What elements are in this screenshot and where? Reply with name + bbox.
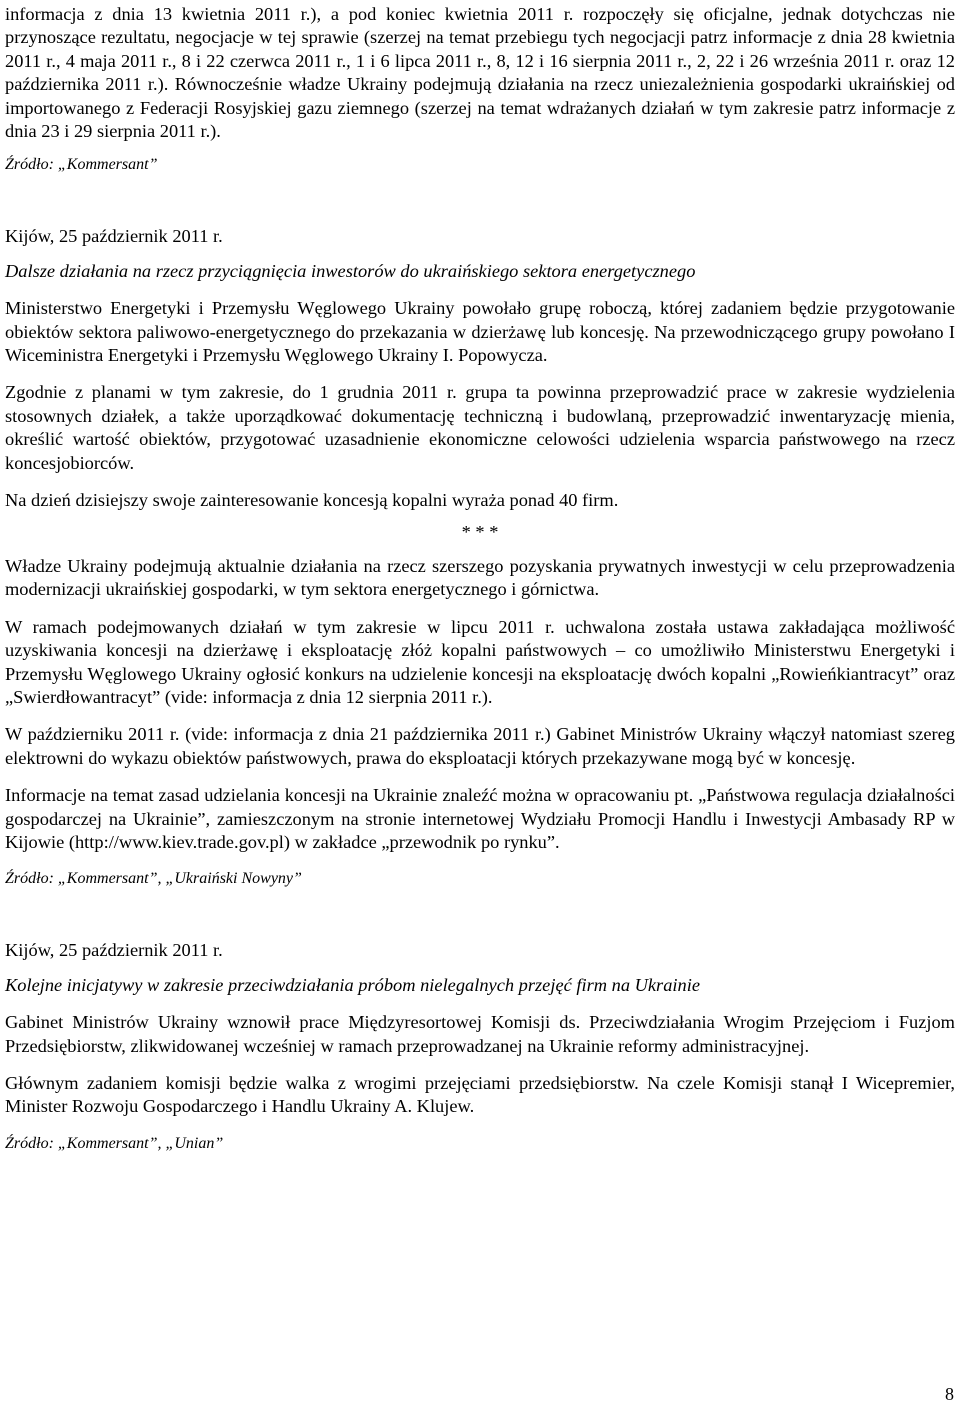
- article2-title: Kolejne inicjatywy w zakresie przeciwdziałania próbom nielegalnych przejęć firm na Ukrainie: [5, 974, 700, 995]
- document-page: [5, 0, 955, 1154]
- article1-paragraph: Władze Ukrainy podejmują aktualnie działania na rzecz szerszego pozyskania prywatnych inwestycji w celu przeprowadzenia modernizacji ukraińskiej gospodarki, w tym sektora energetycznego i górnictwa.: [5, 555, 955, 600]
- article1-place-date: Kijów, 25 październik 2011 r.: [5, 226, 223, 247]
- article2-place-date: Kijów, 25 październik 2011 r.: [5, 940, 223, 961]
- article2-paragraph: Gabinet Ministrów Ukrainy wznowił prace Międzyresortowej Komisji ds. Przeciwdziałania Wrogim Przejęciom i Fuzjom Przedsiębiorstw, zlikwidowanej wcześniej w ramach przeprowadzanej na Ukrainie reformy administracyjnej.: [5, 1012, 955, 1056]
- article2-paragraph: Głównym zadaniem komisji będzie walka z wrogimi przejęciami przedsiębiorstw. Na czele Komisji stanął I Wicepremier, Minister Rozwoju Gospodarczego i Handlu Ukrainy A. Klujew.: [5, 1073, 955, 1117]
- article1-title: Dalsze działania na rzecz przyciągnięcia inwestorów do ukraińskiego sektora energetycznego: [5, 260, 696, 281]
- intro-source: Źródło: „Kommersant”: [5, 156, 158, 174]
- article1-paragraph: Na dzień dzisiejszy swoje zainteresowanie koncesją kopalni wyraża ponad 40 firm.: [5, 490, 619, 511]
- article1-paragraph: Zgodnie z planami w tym zakresie, do 1 grudnia 2011 r. grupa ta powinna przeprowadzić prace w zakresie wydzielenia stosownych działek, a także uporządkować dokumentację techniczną i budowlaną, przeprowadzić inwentaryzację mienia, określić wartość obiektów, przygotować uzasadnienie ekonomiczne celowości udzielenia wsparcia państwowego na rzecz koncesjobiorców.: [5, 382, 955, 473]
- article1-paragraph: Informacje na temat zasad udzielania koncesji na Ukrainie znaleźć można w opracowaniu pt. „Państwowa regulacja działalności gospodarczej na Ukrainie”, zamieszczonym na stronie internetowej Wydziału Promocji Handlu i Inwestycji Ambasady RP w Kijowie (http://www.kiev.trade.gov.pl) w zakładce „przewodnik po rynku”.: [5, 785, 955, 852]
- section-separator: * * *: [461, 521, 499, 542]
- article2-source: Źródło: „Kommersant”, „Unian”: [5, 1134, 224, 1152]
- intro-paragraph: informacja z dnia 13 kwietnia 2011 r.), a pod koniec kwietnia 2011 r. rozpoczęły się oficjalne, jednak dotychczas nie przynoszące rezultatu, negocjacje w tej sprawie (szerzej na temat przebiegu tych negocjacji patrz informacje z dnia 28 kwietnia 2011 r., 4 maja 2011 r., 8 i 22 czerwca 2011 r., 1 i 6 lipca 2011 r., 8, 12 i 16 sierpnia 2011 r., 2, 22 i 26 września 2011 r. oraz 12 października 2011 r.). Równocześnie władze Ukrainy podejmują działania na rzecz uniezależnienia gospodarki ukraińskiej od importowanego z Federacji Rosyjskiej gazu ziemnego (szerzej na temat wdrażanych działań w tym zakresie patrz informacje z dnia 23 i 29 sierpnia 2011 r.).: [5, 4, 955, 142]
- article1-paragraph: W ramach podejmowanych działań w tym zakresie w lipcu 2011 r. uchwalona została ustawa zakładająca możliwość uzyskiwania koncesji na dzierżawę i eksploatację złóż kopalni państwowych – co umożliwiło Ministerstwu Energetyki i Przemysłu Węglowego Ukrainy ogłosić konkurs na udzielenie koncesji na eksploatację dwóch kopalni „Rowieńkiantracyt” oraz „Swierdłowantracyt” (vide: informacja z dnia 12 sierpnia 2011 r.).: [5, 616, 955, 707]
- article1-source: Źródło: „Kommersant”, „Ukraiński Nowyny”: [5, 870, 302, 888]
- page-number: 8: [945, 1384, 954, 1404]
- article1-paragraph: Ministerstwo Energetyki i Przemysłu Węglowego Ukrainy powołało grupę roboczą, której zadaniem będzie przygotowanie obiektów sektora paliwowo-energetycznego do przekazania w dzierżawę lub koncesję. Na przewodniczącego grupy powołano I Wiceministra Energetyki i Przemysłu Węglowego Ukrainy I. Popowycza.: [5, 298, 955, 366]
- article1-paragraph: W październiku 2011 r. (vide: informacja z dnia 21 października 2011 r.) Gabinet Ministrów Ukrainy włączył natomiast szereg elektrowni do wykazu obiektów państwowych, prawa do eksploatacji których przekazywane mogą być w koncesję.: [5, 724, 955, 768]
